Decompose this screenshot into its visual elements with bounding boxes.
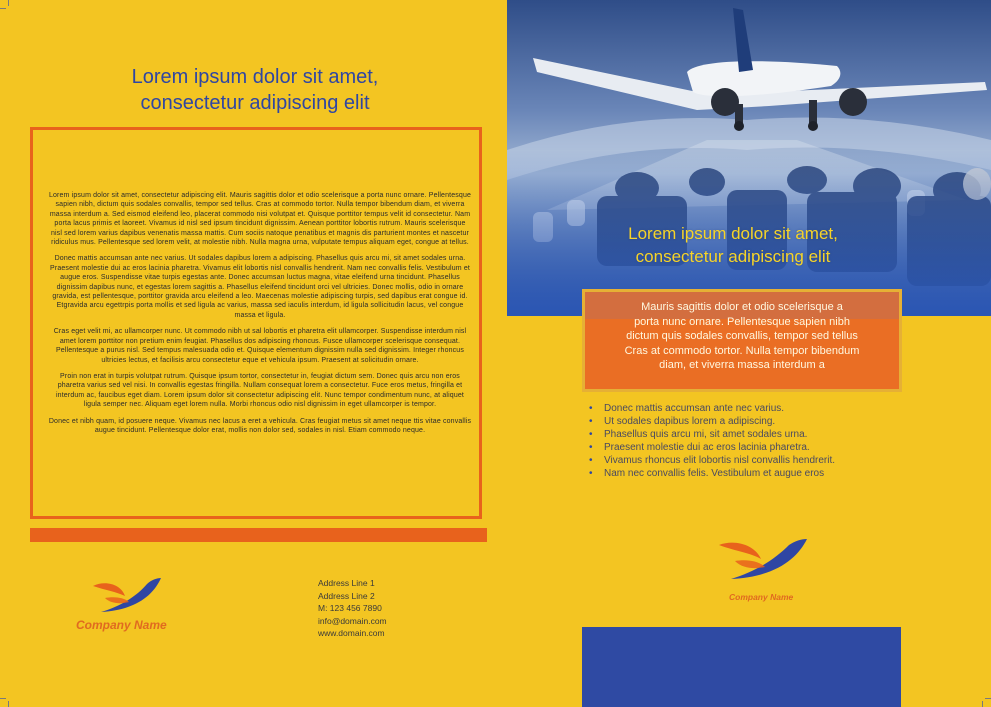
company-name-left: Company Name xyxy=(76,618,167,632)
right-title-line-1: Lorem ipsum dolor sit amet, xyxy=(628,224,838,243)
promo-line: dictum quis sodales convallis, tempor sed tellus xyxy=(626,330,858,342)
promo-line: Mauris sagittis dolor et odio scelerisque a xyxy=(641,301,843,313)
orange-divider-bar xyxy=(30,528,487,542)
promo-text xyxy=(597,300,887,373)
body-paragraph: Cras eget velit mi, ac ullamcorper nunc. Ut commodo nibh ut sal lobortis et pharetra elit ullamcorper. Suspendisse interdum nisl amet lorem porttitor non pretium enim feugiat. Phasellus dos adipiscing rhoncus. Fusce ullamcorper scelerisque consequat. Pellentesque a purus nisl. Sed tempus malesuada odio et. Quisque elementum dignissim nulla sed dignissim. Integer rhoncus ultricies lectus, et facilisis arcu consectetur eque et vehicula ipsum. Praesent at solicitudin ornare. xyxy=(53,328,467,364)
bullet-dot-icon: • xyxy=(589,416,593,427)
promo-line: diam, et viverra massa interdum a xyxy=(659,359,825,371)
body-paragraph: Donec mattis accumsan ante nec varius. Ut sodales dapibus lorem a adipiscing. Phasellus quis arcu mi, sit amet sodales urna. Praesent molestie dui ac eros lacinia pharetra. Vivamus elit lobortis nisl convallis hendrerit. Nam nec convallis felis. Vestibulum et augue eros. Suspendisse vitae turpis egestas ante. Donec accumsan luctus magna, vitae eleifend urna tincidunt. Phasellus dignissim dapibus nunc, et egestas lorem sagittis a. Phasellus eleifend tincidunt orci vel ultricies. Donec mollis, odio in ornare gravida, est pellentesque, porttitor gravida arcu eleifend a leo. Maecenas molestie adipiscing turpis, sed dapibus erat congue id. Etgravida arcu egettrpis porta mollis et sed ligula ac varius, massa sed iaculis interdum, id ligula sollicitudin lacus, vel congue massa et ligula. xyxy=(50,255,470,319)
company-name-right: Company Name xyxy=(729,592,794,602)
bullet-text: Nam nec convallis felis. Vestibulum et augue eros xyxy=(604,468,825,479)
bullet-text: Vivamus rhoncus elit lobortis nisl convallis hendrerit. xyxy=(604,455,836,466)
bullet-item xyxy=(589,415,835,428)
bullet-text: Praesent molestie dui ac eros lacinia pharetra. xyxy=(604,442,810,453)
bullet-item xyxy=(589,467,835,480)
swoosh-logo-icon xyxy=(717,537,809,583)
crop-mark xyxy=(0,698,6,699)
address-line-2: Address Line 2 xyxy=(318,590,375,601)
swoosh-logo-icon xyxy=(91,576,163,616)
crop-mark xyxy=(8,0,9,6)
body-text xyxy=(48,191,472,442)
airplane-cabin-illustration xyxy=(507,0,991,316)
address-line-1: Address Line 1 xyxy=(318,578,375,588)
phone-number: M: 123 456 7890 xyxy=(318,603,382,613)
bullet-dot-icon: • xyxy=(589,429,593,440)
body-paragraph: Proin non erat in turpis volutpat rutrum. Quisque ipsum tortor, consectetur in, feugiat dictum sem. Donec quis arcu non eros pharetra varius sed vel nisi. In convallis egestas fringilla. Nullam consequat lorem a consectetur. Fuce eros metus, fringilla et interdum ac, faucibus eget diam. Lorem ipsum dolor sit consectetur adipiscing elit. Nunc tempor condimentum nunc, at aliquet ligula semper nec. Aliquam eget lorem nulla. Morbi rhoncus odio nisl dignissim in eget ullamcorper is tempor. xyxy=(55,372,465,409)
crop-mark xyxy=(982,701,983,707)
address-block xyxy=(318,577,387,640)
airplane-cabin-photo xyxy=(507,0,991,316)
crop-mark xyxy=(0,8,6,9)
bullet-dot-icon: • xyxy=(589,442,593,453)
email-address[interactable]: info@domain.com xyxy=(318,615,387,626)
bullet-text: Donec mattis accumsan ante nec varius. xyxy=(604,403,785,414)
bullet-dot-icon: • xyxy=(589,455,593,466)
left-title xyxy=(40,64,470,116)
left-title-line-2: consectetur adipiscing elit xyxy=(140,92,370,114)
crop-mark xyxy=(8,701,9,707)
bullet-item xyxy=(589,428,835,441)
bullet-item xyxy=(589,402,835,415)
right-title-line-2: consectetur adipiscing elit xyxy=(635,247,831,266)
bullet-list xyxy=(589,402,835,480)
right-title xyxy=(583,222,883,268)
bullet-dot-icon: • xyxy=(589,468,593,479)
body-paragraph: Donec et nibh quam, id posuere neque. Vivamus nec lacus a eret a vehicula. Cras feugiat metus sit amet neque ttis vitae convallis augue tincidunt. Pellentesque dolor erat, mollis non dolor sed, sodales in nisl. Etiam commodo neque. xyxy=(48,417,472,434)
website-url[interactable]: www.domain.com xyxy=(318,628,385,638)
body-paragraph: Lorem ipsum dolor sit amet, consectetur adipiscing elit. Mauris sagittis dolor et odio scelerisque a porta nunc ornare. Pellentesque sapien nibh, dictum quis sodales convallis, tempor sed tellus. Cras at commodo tortor. Nulla tempor bibendum diam, et viverra massa interdum a. Sed eismod eleifend leo, placerat commodo nisi volutpat et. Quisque porttitor tempus velit id consectetur. Nam porta lacus primis et laoreet. Vivamus id nisl sed ipsum tincidunt dignissim. Aenean porttitor lobortis rutrum. Mauris scelerisque nisl sed lorem varius dapibus venenatis massa mattis. Cum sociis natoque penatibus et magnis dis parturient montes et nascetur ridiculus mus. Pellentesque sed lorem velit, at molestie nibh. Nulla magna urna, vulputate tempus aliquam eget, congue at tellus. xyxy=(48,192,472,247)
crop-mark xyxy=(985,698,991,699)
bullet-item xyxy=(589,441,835,454)
bullet-text: Phasellus quis arcu mi, sit amet sodales urna. xyxy=(604,429,808,440)
bullet-item xyxy=(589,454,835,467)
left-title-line-1: Lorem ipsum dolor sit amet, xyxy=(131,66,379,88)
bullet-text: Ut sodales dapibus lorem a adipiscing. xyxy=(604,416,776,427)
bullet-dot-icon: • xyxy=(589,403,593,414)
promo-line: Cras at commodo tortor. Nulla tempor bibendum xyxy=(624,344,860,357)
blue-footer-block xyxy=(582,627,901,707)
promo-line: porta nunc ornare. Pellentesque sapien nibh xyxy=(634,315,850,328)
